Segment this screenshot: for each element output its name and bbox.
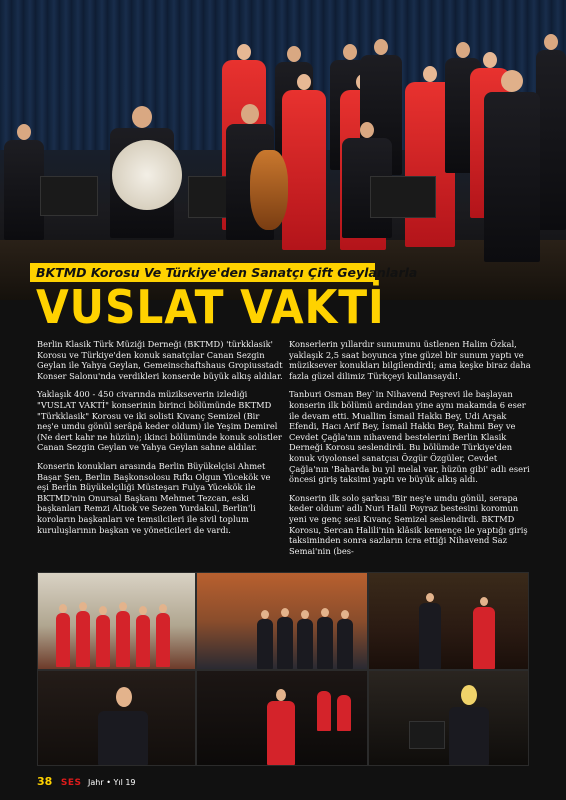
- issue-label: Jahr • Yıl 19: [88, 778, 136, 787]
- violinist: [4, 140, 44, 240]
- photo-male-soloist: [37, 670, 196, 766]
- photo-grid: [37, 572, 527, 764]
- choir-singer: [282, 90, 326, 250]
- photo-choir-group: [37, 572, 196, 670]
- music-stand: [40, 176, 98, 216]
- paragraph: Tanburi Osman Bey`in Nihavend Peşrevi ile başlayan konserin ilk bölümü ardından yine aynı makamda 6 eser ile devam etti. Muallim İsmail Hakkı Bey, Udi Arşak Efendi, Hacı Arif Bey, İsmail Hakkı Bey, Rahmi Bey ve Cevdet Çağla'nın nihavend bestelerini Berlin Klasik Derneği Korosu seslendirdi. Bu bölümde Türkiye'den konuk viyolonsel sanatçısı Özgür Özgüler, Cevdet Çağla'nın 'Baharda bu yıl melal var, hüzün gibi' adlı eseri öncesi giriş taksimi yaptı ve büyük alkış aldı.: [289, 389, 530, 485]
- photo-female-soloist: [196, 670, 368, 766]
- hero-photo: [0, 0, 566, 334]
- cello: [250, 150, 288, 230]
- photo-presenters: [368, 572, 529, 670]
- paragraph: Yaklaşık 400 - 450 civarında müzikseverin izlediği "VUSLAT VAKTİ" konserinin birinci bölümünde BKTMD "Türkklasik" Korosu ve iki solisti Kıvanç Semizel (Bir neş'e umdu gönül serâpâ keder oldum) ile Yeşim Demirel (Ne dert kahr ne hüzün); ikinci bölümünde konuk solistler Canan Sezgin Geylan ve Yahya Geylan sahne aldılar.: [37, 389, 282, 453]
- article-column-left: [37, 339, 283, 543]
- photo-female-guest: [368, 670, 529, 766]
- choir-singer: [536, 50, 566, 230]
- frame-drum: [112, 140, 182, 210]
- conductor: [484, 92, 540, 262]
- paragraph: Konserin konukları arasında Berlin Büyükelçisi Ahmet Başar Şen, Berlin Başkonsolosu Rıfkı Olgun Yücekök ve eşi Berlin Büyükelçiliği Müsteşarı Fulya Yücekök ile BKTMD'nin Onursal Başkanı Mehmet Tezcan, eski başkanları Remzi Altıok ve Sezen Yurdakul, Berlin'li koroların başkanları ve temsilcileri ile sivil toplum kuruluşlarının başkan ve yöneticileri de vardı.: [37, 460, 271, 535]
- subtitle-bar: BKTMD Korosu Ve Türkiye'den Sanatçı Çift Geylanlarla: [30, 263, 375, 282]
- article-column-right: [289, 339, 535, 564]
- page-footer: [37, 775, 136, 789]
- music-stand: [370, 176, 436, 218]
- page-title: VUSLAT VAKTİ: [36, 280, 385, 334]
- photo-men-group: [196, 572, 368, 670]
- paragraph: Berlin Klasik Türk Müziği Derneği (BKTMD) 'türkklasik' Korosu ve Türkiye'den konuk sanatçılar Canan Sezgin Geylan ile Yahya Geylan, Gemeinschaftshaus Gropiusstadt Konser Salonu'nda verdikleri konserde büyük alkış aldılar.: [37, 339, 283, 381]
- magazine-logo: SES: [60, 778, 82, 788]
- paragraph: Konserlerin yıllardır sunumunu üstlenen Halim Özkal, yaklaşık 2,5 saat boyunca yine güzel bir sunum yaptı ve müziksever konukları bilgilendirdi; ama keşke biraz daha fazla güzel dilimiz Türkçeyi kullansaydı!.: [289, 339, 531, 381]
- paragraph: Konserin ilk solo şarkısı 'Bir neş'e umdu gönül, serapa keder oldum' adlı Nuri Halil Poyraz bestesini koromun yeni ve genç sesi Kıvanç Semizel seslendirdi. BKTMD Korosu, Sercan Halili'nin klâsik kemençe ile yaptığı giriş taksiminden sonra sazların icra ettiği Nihavend Saz Semai'nin (bes-: [289, 492, 528, 556]
- page-number: 38: [37, 775, 53, 788]
